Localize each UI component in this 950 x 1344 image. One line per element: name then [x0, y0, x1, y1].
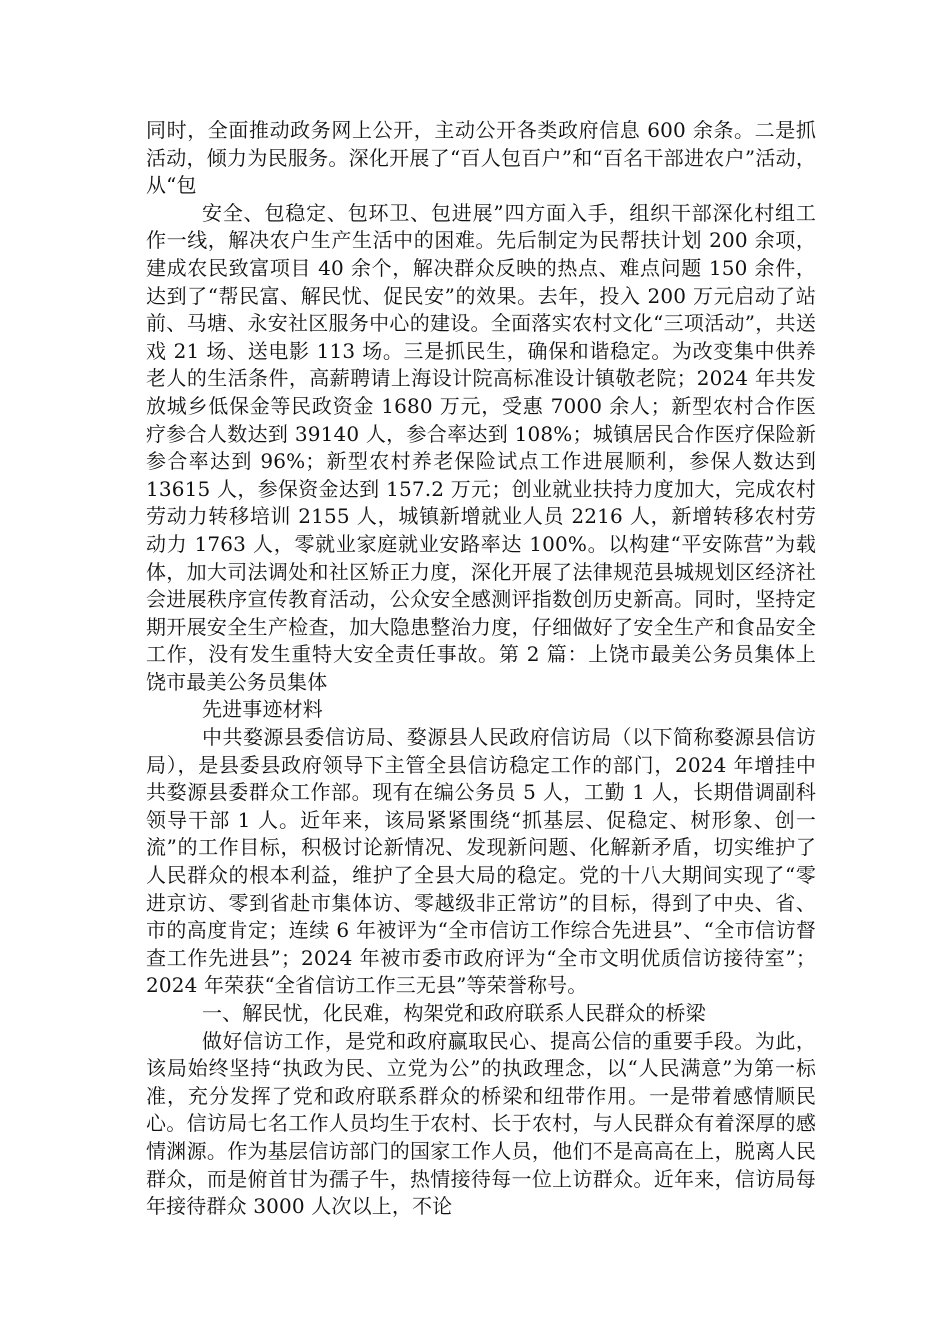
paragraph-3-heading: 先进事迹材料 [202, 697, 323, 722]
paragraph-6: 做好信访工作，是党和政府赢取民心、提高公信的重要手段。为此，该局始终坚持“执政为民、立党为公”的执政理念，以“人民满意”为第一标准，充分发挥了党和政府联系群众的桥梁和纽带作用。一是带着感情顺民心。信访局七名工作人员均生于农村、长于农村，与人民群众有着深厚的感情渊源。作为基层信访部门的国家工作人员，他们不是高高在上，脱离人民群众，而是俯首甘为孺子牛，热情接待每一位上访群众。近年来，信访局每年接待群众 3000 人次以上，不论 [146, 1028, 816, 1219]
section-heading-1: 一、解民忧，化民难，构架党和政府联系人民群众的桥梁 [202, 1001, 706, 1025]
paragraph-1: 同时，全面推动政务网上公开，主动公开各类政府信息 600 余条。二是抓活动，倾力为民服务。深化开展了“百人包百户”和“百名干部进农户”活动，从“包 [146, 118, 816, 198]
document-body [146, 117, 816, 1221]
paragraph-2: 安全、包稳定、包环卫、包进展”四方面入手，组织干部深化村组工作一线，解决农户生产生活中的困难。先后制定为民帮扶计划 200 余项，建成农民致富项目 40 余个，解决群众反映的热点、难点问题 150 余件，达到了“帮民富、解民忧、促民安”的效果。去年，投入 200 万元启动了站前、马塘、永安社区服务中心的建设。全面落实农村文化“三项活动”，共送戏 21 场、送电影 113 场。三是抓民生，确保和谐稳定。为改变集中供养老人的生活条件，高薪聘请上海设计院高标准设计镇敬老院；2024 年共发放城乡低保金等民政资金 1680 万元，受惠 7000 余人；新型农村合作医疗参合人数达到 39140 人，参合率达到 108%；城镇居民合作医疗保险新参合率达到 96%；新型农村养老保险试点工作进展顺利，参保人数达到 13615 人，参保资金达到 157.2 万元；创业就业扶持力度加大，完成农村劳动力转移培训 2155 人，城镇新增就业人员 2216 人，新增转移农村劳动力 1763 人，零就业家庭就业安路率达 100%。以构建“平安陈营”为载体，加大司法调处和社区矫正力度，深化开展了法律规范县城规划区经济社会进展秩序宣传教育活动，公众安全感测评指数创历史新高。同时，坚持定期开展安全生产检查，加大隐患整治力度，仔细做好了安全生产和食品安全工作，没有发生重特大安全责任事故。第 2 篇：上饶市最美公务员集体上饶市最美公务员集体 [146, 200, 816, 694]
paragraph-4: 中共婺源县委信访局、婺源县人民政府信访局（以下简称婺源县信访局），是县委县政府领导下主管全县信访稳定工作的部门，2024 年增挂中共婺源县委群众工作部。现有在编公务员 5 人，工勤 1 人，长期借调副科领导干部 1 人。近年来，该局紧紧围绕“抓基层、促稳定、树形象、创一流”的工作目标，积极讨论新情况、发现新问题、化解新矛盾，切实维护了人民群众的根本利益，维护了全县大局的稳定。党的十八大期间实现了“零进京访、零到省赴市集体访、零越级非正常访”的目标，得到了中央、省、市的高度肯定；连续 6 年被评为“全市信访工作综合先进县”、“全市信访督查工作先进县”；2024 年被市委市政府评为“全市文明优质信访接待室”；2024 年荣获“全省信访工作三无县”等荣誉称号。 [146, 725, 816, 998]
